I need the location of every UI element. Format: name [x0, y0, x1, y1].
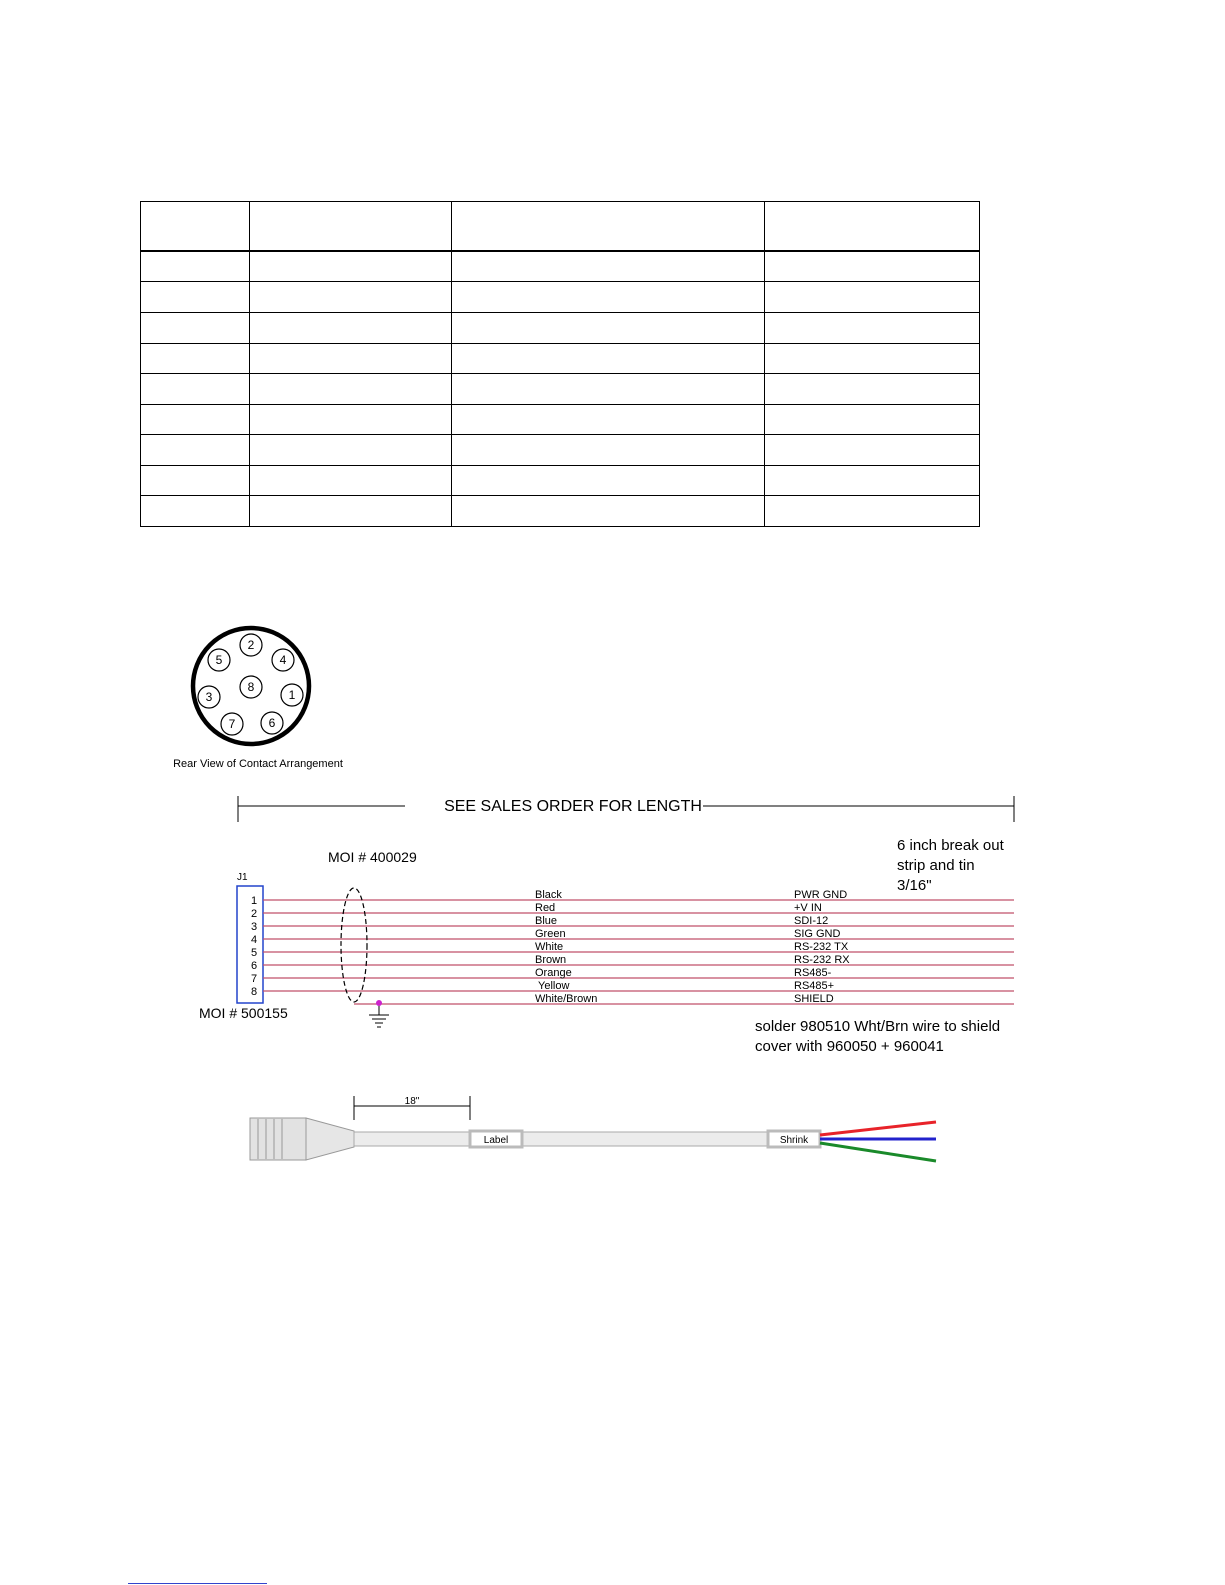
moi-cable-label: MOI # 400029	[328, 849, 417, 865]
svg-text:5: 5	[215, 653, 223, 667]
svg-text:3: 3	[205, 690, 213, 704]
pin-7	[221, 713, 243, 735]
solder-note	[755, 1018, 1000, 1055]
connector-rear-view	[173, 628, 343, 770]
wire-color-label: Brown	[535, 954, 567, 966]
wire-color-label: Black	[535, 889, 562, 901]
j1-pin-number: 5	[250, 947, 258, 959]
label-tag-text: Label	[483, 1135, 509, 1146]
wire-signal-label: SHIELD	[794, 993, 834, 1005]
svg-text:solder 980510 Wht/Brn wire to: solder 980510 Wht/Brn wire to shield	[755, 1018, 1001, 1035]
lead-green	[820, 1143, 936, 1161]
footnote-rule	[128, 1583, 267, 1584]
wire-color-label: Blue	[535, 915, 558, 927]
svg-text:cover with 960050 + 960041: cover with 960050 + 960041	[755, 1038, 944, 1055]
pin-3	[198, 686, 220, 708]
ground-junction-dot	[376, 1000, 382, 1006]
pin-2	[240, 634, 262, 656]
wire-signal-label: PWR GND	[794, 889, 848, 901]
j1-pin-number: 4	[250, 934, 258, 946]
ground-icon	[369, 1003, 389, 1027]
cable-illustration	[250, 1096, 936, 1161]
svg-text:2: 2	[247, 638, 255, 652]
wire-signal-label: RS485-	[794, 967, 832, 979]
pin-4	[272, 649, 294, 671]
j1-pin-number: 2	[250, 908, 258, 920]
connector-boot	[306, 1118, 354, 1160]
svg-text:1: 1	[288, 688, 296, 702]
wire-color-label: Green	[535, 928, 566, 940]
j1-pin-number: 7	[250, 973, 258, 985]
moi-connector-label: MOI # 500155	[199, 1005, 288, 1021]
svg-text:strip and tin: strip and tin	[897, 857, 975, 874]
connector-caption: Rear View of Contact Arrangement	[173, 758, 343, 770]
svg-text:6 inch break out: 6 inch break out	[897, 837, 1004, 854]
pin-6	[261, 712, 283, 734]
breakout-note	[897, 837, 1005, 894]
j1-pin-number: 1	[250, 895, 258, 907]
pin-8	[240, 676, 262, 698]
j1-pin-number: 3	[250, 921, 258, 933]
j1-pin-number: 6	[250, 960, 258, 972]
svg-text:8: 8	[247, 680, 255, 694]
svg-text:6: 6	[268, 716, 276, 730]
wires	[251, 889, 1014, 1005]
pin-1	[281, 684, 303, 706]
svg-text:7: 7	[228, 717, 236, 731]
wire-color-label: White	[535, 941, 564, 953]
dimension-18in: 18"	[404, 1096, 420, 1107]
j1-pin-number: 8	[250, 986, 258, 998]
wire-signal-label: RS-232 RX	[794, 954, 850, 966]
wire-signal-label: +V IN	[794, 902, 822, 914]
pin-5	[208, 649, 230, 671]
shrink-tag-text: Shrink	[779, 1135, 809, 1146]
wire-color-label: Orange	[535, 967, 572, 979]
shield-ellipse	[341, 888, 367, 1002]
wire-color-label: Red	[535, 902, 556, 914]
svg-text:4: 4	[279, 653, 287, 667]
wire-signal-label: SIG GND	[794, 928, 841, 940]
j1-label: J1	[237, 872, 248, 883]
svg-text:3/16": 3/16"	[897, 877, 932, 894]
wire-signal-label: SDI-12	[794, 915, 829, 927]
length-label: SEE SALES ORDER FOR LENGTH	[444, 798, 702, 815]
cable-jacket	[354, 1132, 768, 1146]
wire-signal-label: RS-232 TX	[794, 941, 849, 953]
wire-signal-label: RS485+	[794, 980, 835, 992]
wire-color-label: White/Brown	[535, 993, 598, 1005]
lead-red	[820, 1122, 936, 1135]
wire-color-label: Yellow	[538, 980, 570, 992]
